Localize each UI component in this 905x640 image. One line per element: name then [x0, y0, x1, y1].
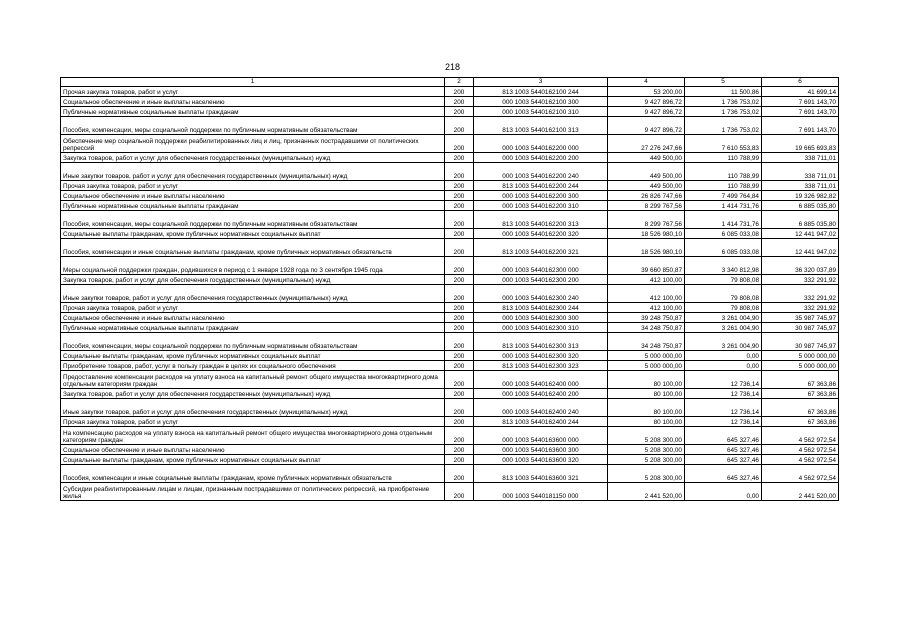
table-row: [61, 351, 839, 361]
row-name-cell: Прочая закупка товаров, работ и услуг: [61, 303, 445, 313]
table-row: [61, 97, 839, 107]
row-remaining-amount-cell: 30 987 745,97: [762, 333, 839, 351]
row-remaining-amount-cell: 332 291,92: [762, 303, 839, 313]
row-classification-code-cell: 000 1003 5440181150 000: [474, 483, 608, 501]
row-executed-amount-cell: 79 808,08: [685, 285, 762, 303]
table-row: [61, 153, 839, 163]
row-executed-amount-cell: 12 736,14: [685, 417, 762, 427]
table-body: [61, 78, 839, 501]
table-row: [61, 191, 839, 201]
row-executed-amount-cell: 11 500,86: [685, 87, 762, 97]
row-name-cell: Иные закупки товаров, работ и услуг для обеспечения государственных (муниципальных) нужд: [61, 285, 445, 303]
row-executed-amount-cell: 1 736 753,02: [685, 117, 762, 135]
row-name-cell: Закупка товаров, работ и услуг для обеспечения государственных (муниципальных) нужд: [61, 275, 445, 285]
row-classification-code-cell: 000 1003 5440163600 000: [474, 427, 608, 445]
page-number: 218: [444, 62, 461, 72]
row-classification-code-cell: 000 1003 5440162300 320: [474, 351, 608, 361]
row-remaining-amount-cell: 12 441 947,02: [762, 239, 839, 257]
row-executed-amount-cell: 12 736,14: [685, 399, 762, 417]
row-remaining-amount-cell: 5 000 000,00: [762, 361, 839, 371]
row-code-cell: 200: [445, 239, 474, 257]
row-code-cell: 200: [445, 257, 474, 275]
row-remaining-amount-cell: 36 320 037,89: [762, 257, 839, 275]
row-remaining-amount-cell: 338 711,01: [762, 163, 839, 181]
table-row: [61, 201, 839, 211]
row-remaining-amount-cell: 19 665 693,83: [762, 135, 839, 153]
row-classification-code-cell: 000 1003 5440162100 310: [474, 107, 608, 117]
row-name-cell: На компенсацию расходов на уплату взноса на капитальный ремонт общего имущества многоквартирного дома отдельным категориям граждан: [61, 427, 445, 445]
row-classification-code-cell: 000 1003 5440163600 300: [474, 445, 608, 455]
row-remaining-amount-cell: 30 987 745,97: [762, 323, 839, 333]
row-remaining-amount-cell: 35 987 745,97: [762, 313, 839, 323]
row-classification-code-cell: 000 1003 5440162300 310: [474, 323, 608, 333]
table-row: [61, 87, 839, 97]
row-name-cell: Пособия, компенсации и иные социальные выплаты гражданам, кроме публичных нормативных обязательств: [61, 239, 445, 257]
row-classification-code-cell: 000 1003 5440162400 240: [474, 399, 608, 417]
column-header: 2: [445, 78, 474, 87]
row-remaining-amount-cell: 67 363,86: [762, 417, 839, 427]
row-remaining-amount-cell: 6 885 035,80: [762, 211, 839, 229]
table-row: [61, 229, 839, 239]
row-code-cell: 200: [445, 323, 474, 333]
row-executed-amount-cell: 0,00: [685, 351, 762, 361]
column-header: 1: [61, 78, 445, 87]
column-header: 6: [762, 78, 839, 87]
row-approved-amount-cell: 80 100,00: [608, 389, 685, 399]
row-classification-code-cell: 000 1003 5440162300 200: [474, 275, 608, 285]
row-code-cell: 200: [445, 455, 474, 465]
row-executed-amount-cell: 79 808,08: [685, 275, 762, 285]
row-approved-amount-cell: 449 500,00: [608, 153, 685, 163]
row-executed-amount-cell: 6 085 033,08: [685, 229, 762, 239]
row-executed-amount-cell: 110 788,99: [685, 163, 762, 181]
row-approved-amount-cell: 26 826 747,66: [608, 191, 685, 201]
row-code-cell: 200: [445, 229, 474, 239]
row-classification-code-cell: 813 1003 5440163600 321: [474, 465, 608, 483]
row-executed-amount-cell: 1 414 731,76: [685, 211, 762, 229]
table-row: [61, 239, 839, 257]
row-classification-code-cell: 000 1003 5440162200 200: [474, 153, 608, 163]
table-row: [61, 483, 839, 501]
table-row: [61, 455, 839, 465]
row-code-cell: 200: [445, 417, 474, 427]
row-executed-amount-cell: 12 736,14: [685, 371, 762, 389]
table-row: [61, 417, 839, 427]
row-code-cell: 200: [445, 371, 474, 389]
row-approved-amount-cell: 5 208 300,00: [608, 455, 685, 465]
row-name-cell: Иные закупки товаров, работ и услуг для обеспечения государственных (муниципальных) нужд: [61, 163, 445, 181]
row-name-cell: Прочая закупка товаров, работ и услуг: [61, 417, 445, 427]
row-approved-amount-cell: 5 208 300,00: [608, 465, 685, 483]
row-code-cell: 200: [445, 333, 474, 351]
row-approved-amount-cell: 449 500,00: [608, 163, 685, 181]
row-approved-amount-cell: 34 248 750,87: [608, 323, 685, 333]
table-row: [61, 275, 839, 285]
table-row: [61, 313, 839, 323]
row-classification-code-cell: 813 1003 5440162100 313: [474, 117, 608, 135]
row-executed-amount-cell: 3 261 004,90: [685, 323, 762, 333]
row-code-cell: 200: [445, 389, 474, 399]
table-row: [61, 427, 839, 445]
row-classification-code-cell: 000 1003 5440162300 300: [474, 313, 608, 323]
row-code-cell: 200: [445, 181, 474, 191]
row-approved-amount-cell: 5 208 300,00: [608, 445, 685, 455]
table-row: [61, 399, 839, 417]
row-executed-amount-cell: 1 736 753,02: [685, 107, 762, 117]
row-name-cell: Пособия, компенсации, меры социальной поддержки по публичным нормативным обязательствам: [61, 333, 445, 351]
row-remaining-amount-cell: 4 562 972,54: [762, 427, 839, 445]
row-remaining-amount-cell: 332 291,92: [762, 285, 839, 303]
row-name-cell: Закупка товаров, работ и услуг для обеспечения государственных (муниципальных) нужд: [61, 389, 445, 399]
row-approved-amount-cell: 9 427 896,72: [608, 117, 685, 135]
row-executed-amount-cell: 110 788,99: [685, 153, 762, 163]
table-header-row: [61, 78, 839, 87]
row-classification-code-cell: 813 1003 5440162200 321: [474, 239, 608, 257]
row-remaining-amount-cell: 67 363,86: [762, 389, 839, 399]
row-executed-amount-cell: 79 808,08: [685, 303, 762, 313]
row-code-cell: 200: [445, 107, 474, 117]
row-approved-amount-cell: 39 660 850,87: [608, 257, 685, 275]
row-executed-amount-cell: 6 085 033,08: [685, 239, 762, 257]
row-name-cell: Прочая закупка товаров, работ и услуг: [61, 87, 445, 97]
row-code-cell: 200: [445, 445, 474, 455]
row-classification-code-cell: 813 1003 5440162200 313: [474, 211, 608, 229]
row-classification-code-cell: 000 1003 5440162300 000: [474, 257, 608, 275]
row-approved-amount-cell: 18 526 980,10: [608, 229, 685, 239]
row-executed-amount-cell: 3 340 812,98: [685, 257, 762, 275]
row-classification-code-cell: 813 1003 5440162300 313: [474, 333, 608, 351]
table-row: [61, 117, 839, 135]
table-row: [61, 107, 839, 117]
table-row: [61, 211, 839, 229]
row-executed-amount-cell: 645 327,46: [685, 445, 762, 455]
row-classification-code-cell: 000 1003 5440162400 200: [474, 389, 608, 399]
table-row: [61, 465, 839, 483]
table-row: [61, 323, 839, 333]
row-classification-code-cell: 000 1003 5440162200 300: [474, 191, 608, 201]
row-name-cell: Социальные выплаты гражданам, кроме публичных нормативных социальных выплат: [61, 351, 445, 361]
row-approved-amount-cell: 5 000 000,00: [608, 361, 685, 371]
row-remaining-amount-cell: 338 711,01: [762, 153, 839, 163]
row-code-cell: 200: [445, 191, 474, 201]
row-executed-amount-cell: 1 736 753,02: [685, 97, 762, 107]
row-remaining-amount-cell: 6 885 035,80: [762, 201, 839, 211]
row-classification-code-cell: 813 1003 5440162200 244: [474, 181, 608, 191]
table-row: [61, 303, 839, 313]
row-remaining-amount-cell: 19 326 982,82: [762, 191, 839, 201]
row-code-cell: 200: [445, 135, 474, 153]
row-code-cell: 200: [445, 483, 474, 501]
row-executed-amount-cell: 1 414 731,76: [685, 201, 762, 211]
row-remaining-amount-cell: 7 691 143,70: [762, 97, 839, 107]
row-classification-code-cell: 813 1003 5440162400 244: [474, 417, 608, 427]
row-approved-amount-cell: 8 299 767,56: [608, 211, 685, 229]
row-approved-amount-cell: 5 208 300,00: [608, 427, 685, 445]
table-row: [61, 135, 839, 153]
row-remaining-amount-cell: 7 691 143,70: [762, 117, 839, 135]
column-header: 3: [474, 78, 608, 87]
row-approved-amount-cell: 34 248 750,87: [608, 333, 685, 351]
row-approved-amount-cell: 8 299 767,56: [608, 201, 685, 211]
row-name-cell: Субсидии реабилитированным лицам и лицам, признанным пострадавшими от политических репрессий, на приобретение жилья: [61, 483, 445, 501]
row-executed-amount-cell: 7 499 764,84: [685, 191, 762, 201]
row-classification-code-cell: 000 1003 5440162200 310: [474, 201, 608, 211]
row-remaining-amount-cell: 67 363,86: [762, 371, 839, 389]
row-name-cell: Пособия, компенсации, меры социальной поддержки по публичным нормативным обязательствам: [61, 117, 445, 135]
table-row: [61, 285, 839, 303]
row-classification-code-cell: 813 1003 5440162300 244: [474, 303, 608, 313]
row-remaining-amount-cell: 4 562 972,54: [762, 455, 839, 465]
row-classification-code-cell: 813 1003 5440162300 323: [474, 361, 608, 371]
row-executed-amount-cell: 645 327,46: [685, 455, 762, 465]
row-name-cell: Публичные нормативные социальные выплаты гражданам: [61, 107, 445, 117]
row-remaining-amount-cell: 4 562 972,54: [762, 445, 839, 455]
row-name-cell: Предоставление компенсации расходов на уплату взноса на капитальный ремонт общего имущества многоквартирного дома отдельным категориям граждан: [61, 371, 445, 389]
table-row: [61, 163, 839, 181]
row-classification-code-cell: 000 1003 5440163600 320: [474, 455, 608, 465]
row-executed-amount-cell: 3 261 004,90: [685, 333, 762, 351]
row-remaining-amount-cell: 332 291,92: [762, 275, 839, 285]
row-approved-amount-cell: 39 248 750,87: [608, 313, 685, 323]
budget-execution-table: [60, 77, 839, 501]
row-remaining-amount-cell: 2 441 520,00: [762, 483, 839, 501]
row-name-cell: Приобретение товаров, работ, услуг в пользу граждан в целях их социального обеспечения: [61, 361, 445, 371]
row-approved-amount-cell: 2 441 520,00: [608, 483, 685, 501]
row-name-cell: Закупка товаров, работ и услуг для обеспечения государственных (муниципальных) нужд: [61, 153, 445, 163]
table-row: [61, 181, 839, 191]
row-name-cell: Публичные нормативные социальные выплаты гражданам: [61, 201, 445, 211]
row-code-cell: 200: [445, 153, 474, 163]
table-row: [61, 371, 839, 389]
row-code-cell: 200: [445, 427, 474, 445]
row-classification-code-cell: 000 1003 5440162200 000: [474, 135, 608, 153]
row-remaining-amount-cell: 4 562 972,54: [762, 465, 839, 483]
row-approved-amount-cell: 9 427 896,72: [608, 97, 685, 107]
table-row: [61, 257, 839, 275]
row-executed-amount-cell: 0,00: [685, 361, 762, 371]
row-remaining-amount-cell: 67 363,86: [762, 399, 839, 417]
row-approved-amount-cell: 80 100,00: [608, 371, 685, 389]
row-approved-amount-cell: 412 100,00: [608, 303, 685, 313]
row-remaining-amount-cell: 338 711,01: [762, 181, 839, 191]
row-remaining-amount-cell: 7 691 143,70: [762, 107, 839, 117]
row-executed-amount-cell: 645 327,46: [685, 427, 762, 445]
row-code-cell: 200: [445, 275, 474, 285]
row-remaining-amount-cell: 12 441 947,02: [762, 229, 839, 239]
row-name-cell: Социальные выплаты гражданам, кроме публичных нормативных социальных выплат: [61, 229, 445, 239]
row-name-cell: Публичные нормативные социальные выплаты гражданам: [61, 323, 445, 333]
row-name-cell: Социальное обеспечение и иные выплаты населению: [61, 97, 445, 107]
row-approved-amount-cell: 5 000 000,00: [608, 351, 685, 361]
row-approved-amount-cell: 53 200,00: [608, 87, 685, 97]
row-code-cell: 200: [445, 351, 474, 361]
row-code-cell: 200: [445, 361, 474, 371]
column-header: 4: [608, 78, 685, 87]
row-code-cell: 200: [445, 87, 474, 97]
row-code-cell: 200: [445, 285, 474, 303]
row-classification-code-cell: 000 1003 5440162100 300: [474, 97, 608, 107]
row-approved-amount-cell: 18 526 980,10: [608, 239, 685, 257]
row-name-cell: Социальное обеспечение и иные выплаты населению: [61, 191, 445, 201]
table-row: [61, 445, 839, 455]
row-name-cell: Меры социальной поддержки граждан, родившихся в период с 1 января 1928 года по 3 сентября 1945 года: [61, 257, 445, 275]
row-name-cell: Пособия, компенсации и иные социальные выплаты гражданам, кроме публичных нормативных обязательств: [61, 465, 445, 483]
row-name-cell: Пособия, компенсации, меры социальной поддержки по публичным нормативным обязательствам: [61, 211, 445, 229]
row-approved-amount-cell: 27 276 247,66: [608, 135, 685, 153]
row-approved-amount-cell: 80 100,00: [608, 399, 685, 417]
row-approved-amount-cell: 80 100,00: [608, 417, 685, 427]
row-executed-amount-cell: 110 788,99: [685, 181, 762, 191]
row-name-cell: Социальное обеспечение и иные выплаты населению: [61, 313, 445, 323]
column-header: 5: [685, 78, 762, 87]
row-code-cell: 200: [445, 97, 474, 107]
row-executed-amount-cell: 0,00: [685, 483, 762, 501]
row-name-cell: Социальное обеспечение и иные выплаты населению: [61, 445, 445, 455]
table-row: [61, 389, 839, 399]
row-approved-amount-cell: 412 100,00: [608, 285, 685, 303]
table-row: [61, 333, 839, 351]
row-code-cell: 200: [445, 163, 474, 181]
table-row: [61, 361, 839, 371]
row-remaining-amount-cell: 41 699,14: [762, 87, 839, 97]
row-executed-amount-cell: 3 261 004,90: [685, 313, 762, 323]
row-name-cell: Иные закупки товаров, работ и услуг для обеспечения государственных (муниципальных) нужд: [61, 399, 445, 417]
row-code-cell: 200: [445, 313, 474, 323]
row-remaining-amount-cell: 5 000 000,00: [762, 351, 839, 361]
row-classification-code-cell: 813 1003 5440162100 244: [474, 87, 608, 97]
row-code-cell: 200: [445, 303, 474, 313]
row-executed-amount-cell: 645 327,46: [685, 465, 762, 483]
row-executed-amount-cell: 12 736,14: [685, 389, 762, 399]
row-name-cell: Прочая закупка товаров, работ и услуг: [61, 181, 445, 191]
row-approved-amount-cell: 449 500,00: [608, 181, 685, 191]
row-approved-amount-cell: 9 427 896,72: [608, 107, 685, 117]
row-classification-code-cell: 000 1003 5440162200 240: [474, 163, 608, 181]
row-code-cell: 200: [445, 399, 474, 417]
row-code-cell: 200: [445, 117, 474, 135]
row-classification-code-cell: 000 1003 5440162300 240: [474, 285, 608, 303]
row-name-cell: Социальные выплаты гражданам, кроме публичных нормативных социальных выплат: [61, 455, 445, 465]
row-code-cell: 200: [445, 211, 474, 229]
row-code-cell: 200: [445, 465, 474, 483]
row-approved-amount-cell: 412 100,00: [608, 275, 685, 285]
row-executed-amount-cell: 7 610 553,83: [685, 135, 762, 153]
row-code-cell: 200: [445, 201, 474, 211]
row-classification-code-cell: 000 1003 5440162200 320: [474, 229, 608, 239]
row-name-cell: Обеспечение мер социальной поддержки реабилитированных лиц и лиц, признанных пострадавшими от политических репрессий: [61, 135, 445, 153]
row-classification-code-cell: 000 1003 5440162400 000: [474, 371, 608, 389]
